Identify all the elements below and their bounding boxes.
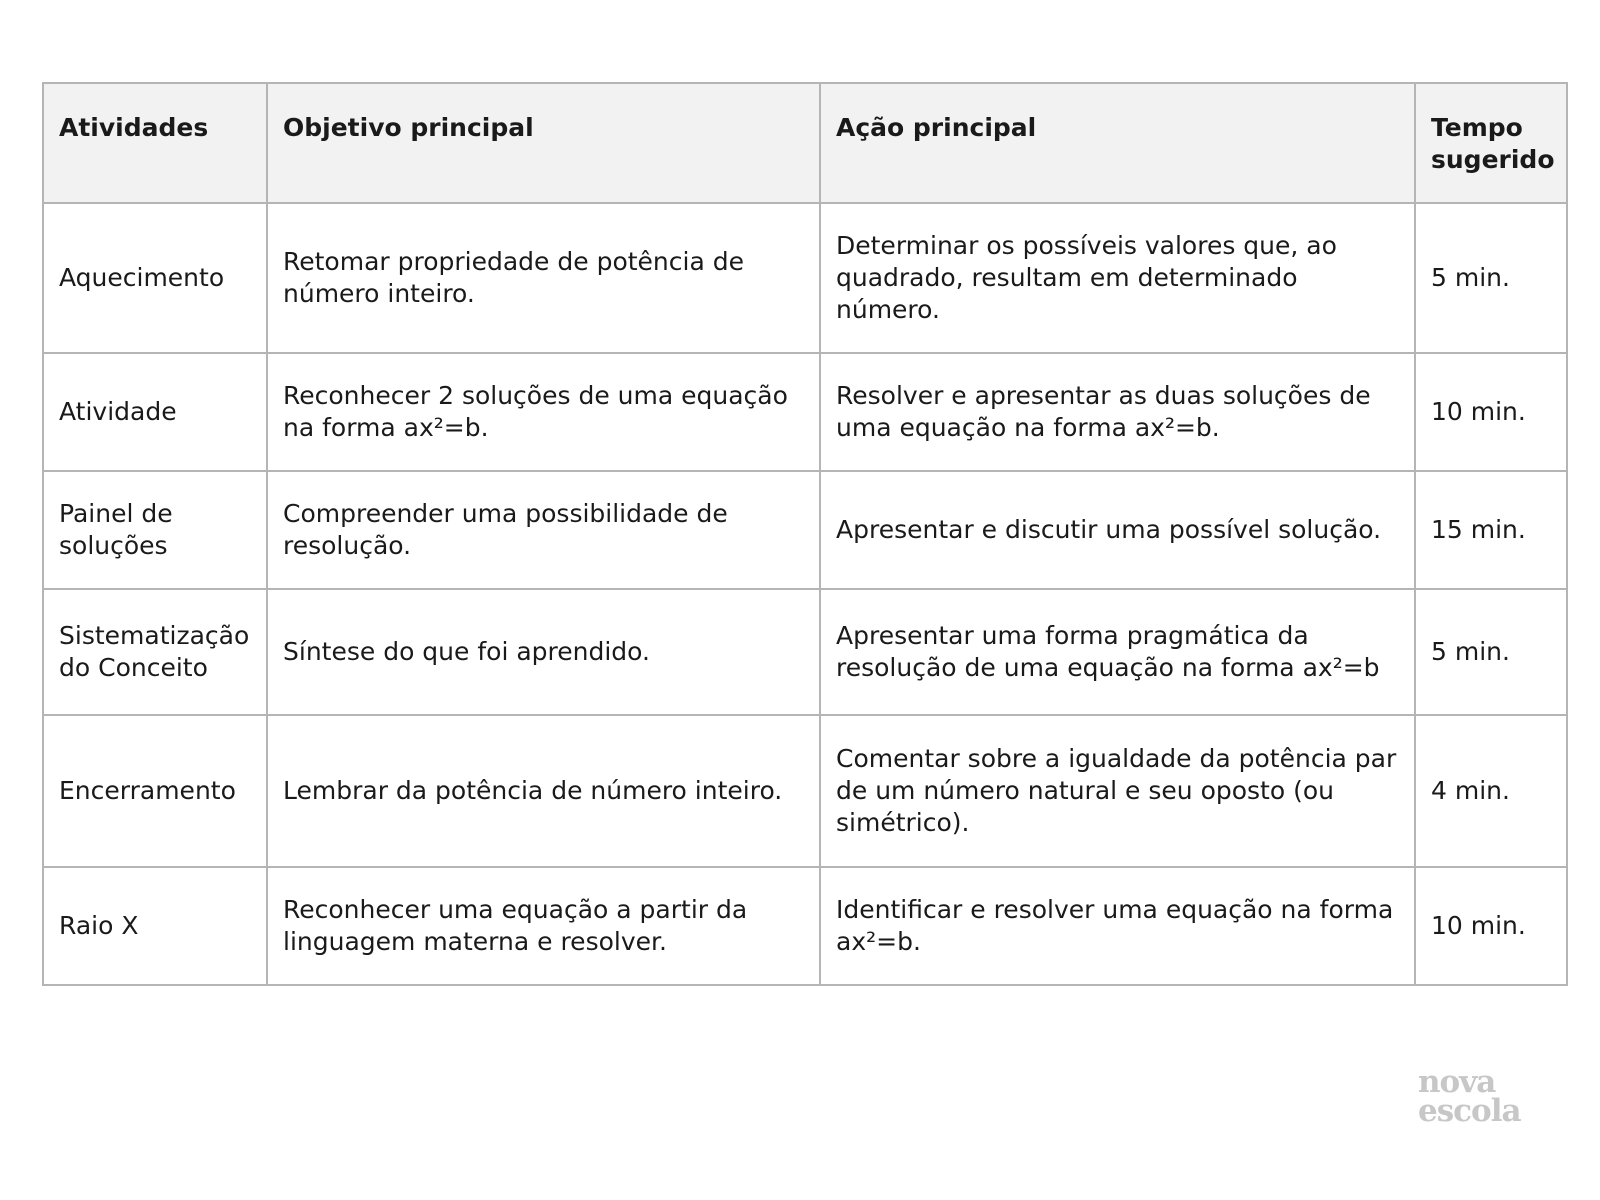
- cell-atividade: Aquecimento: [43, 203, 267, 353]
- header-atividades: Atividades: [43, 83, 267, 203]
- cell-tempo: 10 min.: [1415, 867, 1567, 985]
- cell-atividade: Encerramento: [43, 715, 267, 867]
- logo-line-nova: nova: [1418, 1064, 1496, 1100]
- table-row: [43, 353, 1567, 471]
- table-row: [43, 867, 1567, 985]
- nova-escola-logo: [1418, 1064, 1548, 1129]
- cell-acao: Identificar e resolver uma equação na forma ax²=b.: [820, 867, 1415, 985]
- cell-atividade: Raio X: [43, 867, 267, 985]
- logo-line-escola: escola: [1418, 1093, 1521, 1129]
- cell-objetivo: Lembrar da potência de número inteiro.: [267, 715, 820, 867]
- header-acao-principal: Ação principal: [820, 83, 1415, 203]
- cell-tempo: 5 min.: [1415, 589, 1567, 715]
- table-row: [43, 715, 1567, 867]
- cell-objetivo: Compreender uma possibilidade de resolução.: [267, 471, 820, 589]
- cell-acao: Resolver e apresentar as duas soluções de uma equação na forma ax²=b.: [820, 353, 1415, 471]
- cell-acao: Apresentar uma forma pragmática da resolução de uma equação na forma ax²=b: [820, 589, 1415, 715]
- cell-objetivo: Reconhecer 2 soluções de uma equação na forma ax²=b.: [267, 353, 820, 471]
- cell-tempo: 15 min.: [1415, 471, 1567, 589]
- table-row: [43, 203, 1567, 353]
- cell-objetivo: Reconhecer uma equação a partir da linguagem materna e resolver.: [267, 867, 820, 985]
- activity-plan-table: [42, 82, 1568, 986]
- table-row: [43, 589, 1567, 715]
- cell-tempo: 4 min.: [1415, 715, 1567, 867]
- cell-acao: Determinar os possíveis valores que, ao quadrado, resultam em determinado número.: [820, 203, 1415, 353]
- cell-acao: Comentar sobre a igualdade da potência par de um número natural e seu oposto (ou simétrico).: [820, 715, 1415, 867]
- header-objetivo-principal: Objetivo principal: [267, 83, 820, 203]
- cell-tempo: 5 min.: [1415, 203, 1567, 353]
- cell-atividade: Painel de soluções: [43, 471, 267, 589]
- cell-objetivo: Retomar propriedade de potência de número inteiro.: [267, 203, 820, 353]
- header-tempo-sugerido: Tempo sugerido: [1415, 83, 1567, 203]
- table-header-row: [43, 83, 1567, 203]
- table-row: [43, 471, 1567, 589]
- cell-tempo: 10 min.: [1415, 353, 1567, 471]
- cell-atividade: Atividade: [43, 353, 267, 471]
- cell-objetivo: Síntese do que foi aprendido.: [267, 589, 820, 715]
- cell-acao: Apresentar e discutir uma possível solução.: [820, 471, 1415, 589]
- cell-atividade: Sistematização do Conceito: [43, 589, 267, 715]
